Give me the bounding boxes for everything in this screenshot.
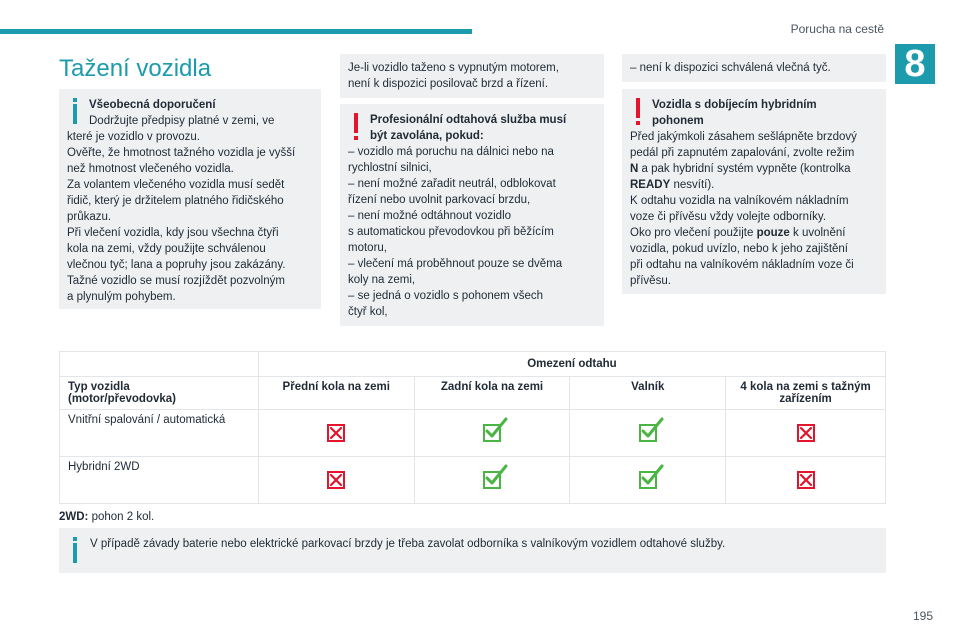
- battery-fault-note: V případě závady baterie nebo elektrické parkovací brzdy je třeba zavolat odborníka s valníkovým vozidlem odtahové služby.: [90, 538, 726, 550]
- table-row: [60, 410, 886, 457]
- hybrid-ready-indicator: READY: [630, 179, 671, 191]
- vehicle-type-sublabel: (motor/převodovka): [68, 393, 176, 405]
- professional-line: motoru,: [348, 242, 387, 254]
- professional-line: – vozidlo má poruchu na dálnici nebo na: [348, 146, 554, 158]
- general-line: kola na zemi, vždy použijte schválenou: [67, 243, 266, 255]
- table-header-rear-wheels: Zadní kola na zemi: [414, 377, 570, 410]
- hybrid-mode-n: N: [630, 163, 639, 175]
- towing-limits-table: [59, 351, 886, 504]
- hybrid-line: přívěsu.: [630, 275, 671, 287]
- general-line: Při vlečení vozidla, kdy jsou všechna čtyři: [67, 227, 279, 239]
- table-header-front-wheels: Přední kola na zemi: [258, 377, 414, 410]
- professional-line: – není možné odtáhnout vozidlo: [348, 210, 512, 222]
- checkbox-frame: [327, 471, 345, 489]
- professional-line: rychlostní silnici,: [348, 162, 432, 174]
- page-title: Tažení vozidla: [59, 55, 212, 82]
- hybrid-vehicles-box: [622, 89, 886, 294]
- hybrid-line: K odtahu vozidla na valníkovém nákladním: [630, 195, 849, 207]
- section-title: Porucha na cestě: [790, 22, 884, 36]
- table-corner: [60, 352, 259, 377]
- abbreviation-term: 2WD:: [59, 511, 89, 523]
- forbidden-cross-icon: [267, 461, 406, 499]
- general-recommendations-box: [59, 89, 321, 309]
- general-line: a plynulým pohybem.: [67, 291, 176, 303]
- hybrid-line: Oko pro vlečení použijte: [630, 227, 757, 239]
- hybrid-line: vozidla, pokud uvízlo, nebo k jeho zajištění: [630, 243, 848, 255]
- table-header-flatbed: Valník: [570, 377, 726, 410]
- no-tow-bar-text: – není k dispozici schválená vlečná tyč.: [630, 62, 831, 74]
- hybrid-only-emphasis: pouze: [756, 227, 790, 239]
- allowed-check-icon: [423, 461, 562, 499]
- checkbox-frame: [483, 424, 501, 442]
- row-label: Hybridní 2WD: [60, 457, 259, 504]
- checkbox-frame: [483, 471, 501, 489]
- header-accent-bar: [0, 29, 472, 34]
- general-line: Ověřte, že hmotnost tažného vozidla je vyšší: [67, 147, 296, 159]
- page-number: 195: [912, 609, 933, 623]
- professional-line: – se jedná o vozidlo s pohonem všech: [348, 290, 543, 302]
- general-line: vlečnou tyč; lana a popruhy jsou zakázány.: [67, 259, 286, 271]
- forbidden-cross-icon: [734, 461, 877, 499]
- general-line: Dodržujte předpisy platné v zemi, ve: [89, 115, 275, 127]
- allowed-check-icon: [578, 461, 717, 499]
- row-label: Vnitřní spalování / automatická: [60, 410, 259, 457]
- professional-towing-box: [340, 104, 604, 326]
- hybrid-heading-2: pohonem: [652, 115, 704, 127]
- forbidden-cross-icon: [267, 414, 406, 452]
- professional-heading-2: být zavolána, pokud:: [370, 130, 484, 142]
- hybrid-heading-1: Vozidla s dobíjecím hybridním: [652, 99, 817, 111]
- general-line: které je vozidlo v provozu.: [67, 131, 200, 143]
- professional-heading-1: Profesionální odtahová služba musí: [370, 114, 567, 126]
- info-icon: [69, 537, 81, 567]
- general-line: průkazu.: [67, 211, 112, 223]
- engine-off-box: [340, 54, 604, 98]
- checkbox-frame: [797, 424, 815, 442]
- general-line: řidič, který je držitelem platného řidičského: [67, 195, 284, 207]
- checkbox-frame: [327, 424, 345, 442]
- chapter-badge: 8: [895, 44, 935, 84]
- engine-off-line: Je-li vozidlo taženo s vypnutým motorem,: [348, 62, 559, 74]
- professional-line: čtyř kol,: [348, 306, 388, 318]
- battery-fault-note-box: [59, 528, 886, 573]
- hybrid-line: voze či přívěsu vždy volejte odborníky.: [630, 211, 827, 223]
- hybrid-line: a pak hybridní systém vypněte (kontrolka: [638, 163, 851, 175]
- forbidden-cross-icon: [734, 414, 877, 452]
- professional-line: koly na zemi,: [348, 274, 416, 286]
- vehicle-type-label: Typ vozidla: [68, 381, 130, 393]
- hybrid-line: k uvolnění: [789, 227, 846, 239]
- no-tow-bar-box: [622, 54, 886, 82]
- abbreviation-definition: pohon 2 kol.: [88, 511, 155, 523]
- checkbox-frame: [639, 424, 657, 442]
- abbreviation-note: [59, 511, 154, 523]
- checkbox-frame: [639, 471, 657, 489]
- general-line: Tažné vozidlo se musí rozjíždět pozvolným: [67, 275, 285, 287]
- professional-line: řízení nebo uvolnit parkovací brzdu,: [348, 194, 531, 206]
- professional-line: – vlečení má proběhnout pouze se dvěma: [348, 258, 563, 270]
- general-line: Za volantem vlečeného vozidla musí sedět: [67, 179, 285, 191]
- hybrid-line: nesvítí).: [670, 179, 715, 191]
- professional-line: – není možné zařadit neutrál, odblokovat: [348, 178, 556, 190]
- engine-off-line: není k dispozici posilovač brzd a řízení.: [348, 78, 549, 90]
- table-header-vehicle-type: [60, 377, 259, 410]
- table-header-four-wheels-tow: 4 kola na zemi s tažným zařízením: [726, 377, 886, 410]
- table-group-header: Omezení odtahu: [258, 352, 885, 377]
- general-line: než hmotnost vlečeného vozidla.: [67, 163, 234, 175]
- table-row: [60, 457, 886, 504]
- checkbox-frame: [797, 471, 815, 489]
- general-heading: Všeobecná doporučení: [89, 99, 216, 111]
- allowed-check-icon: [423, 414, 562, 452]
- hybrid-line: pedál při zapnutém zapalování, zvolte režim: [630, 147, 855, 159]
- allowed-check-icon: [578, 414, 717, 452]
- hybrid-line: při odtahu na valníkovém nákladním voze či: [630, 259, 854, 271]
- hybrid-line: Před jakýmkoli zásahem sešlápněte brzdový: [630, 131, 857, 143]
- professional-line: s automatickou převodovkou při běžícím: [348, 226, 554, 238]
